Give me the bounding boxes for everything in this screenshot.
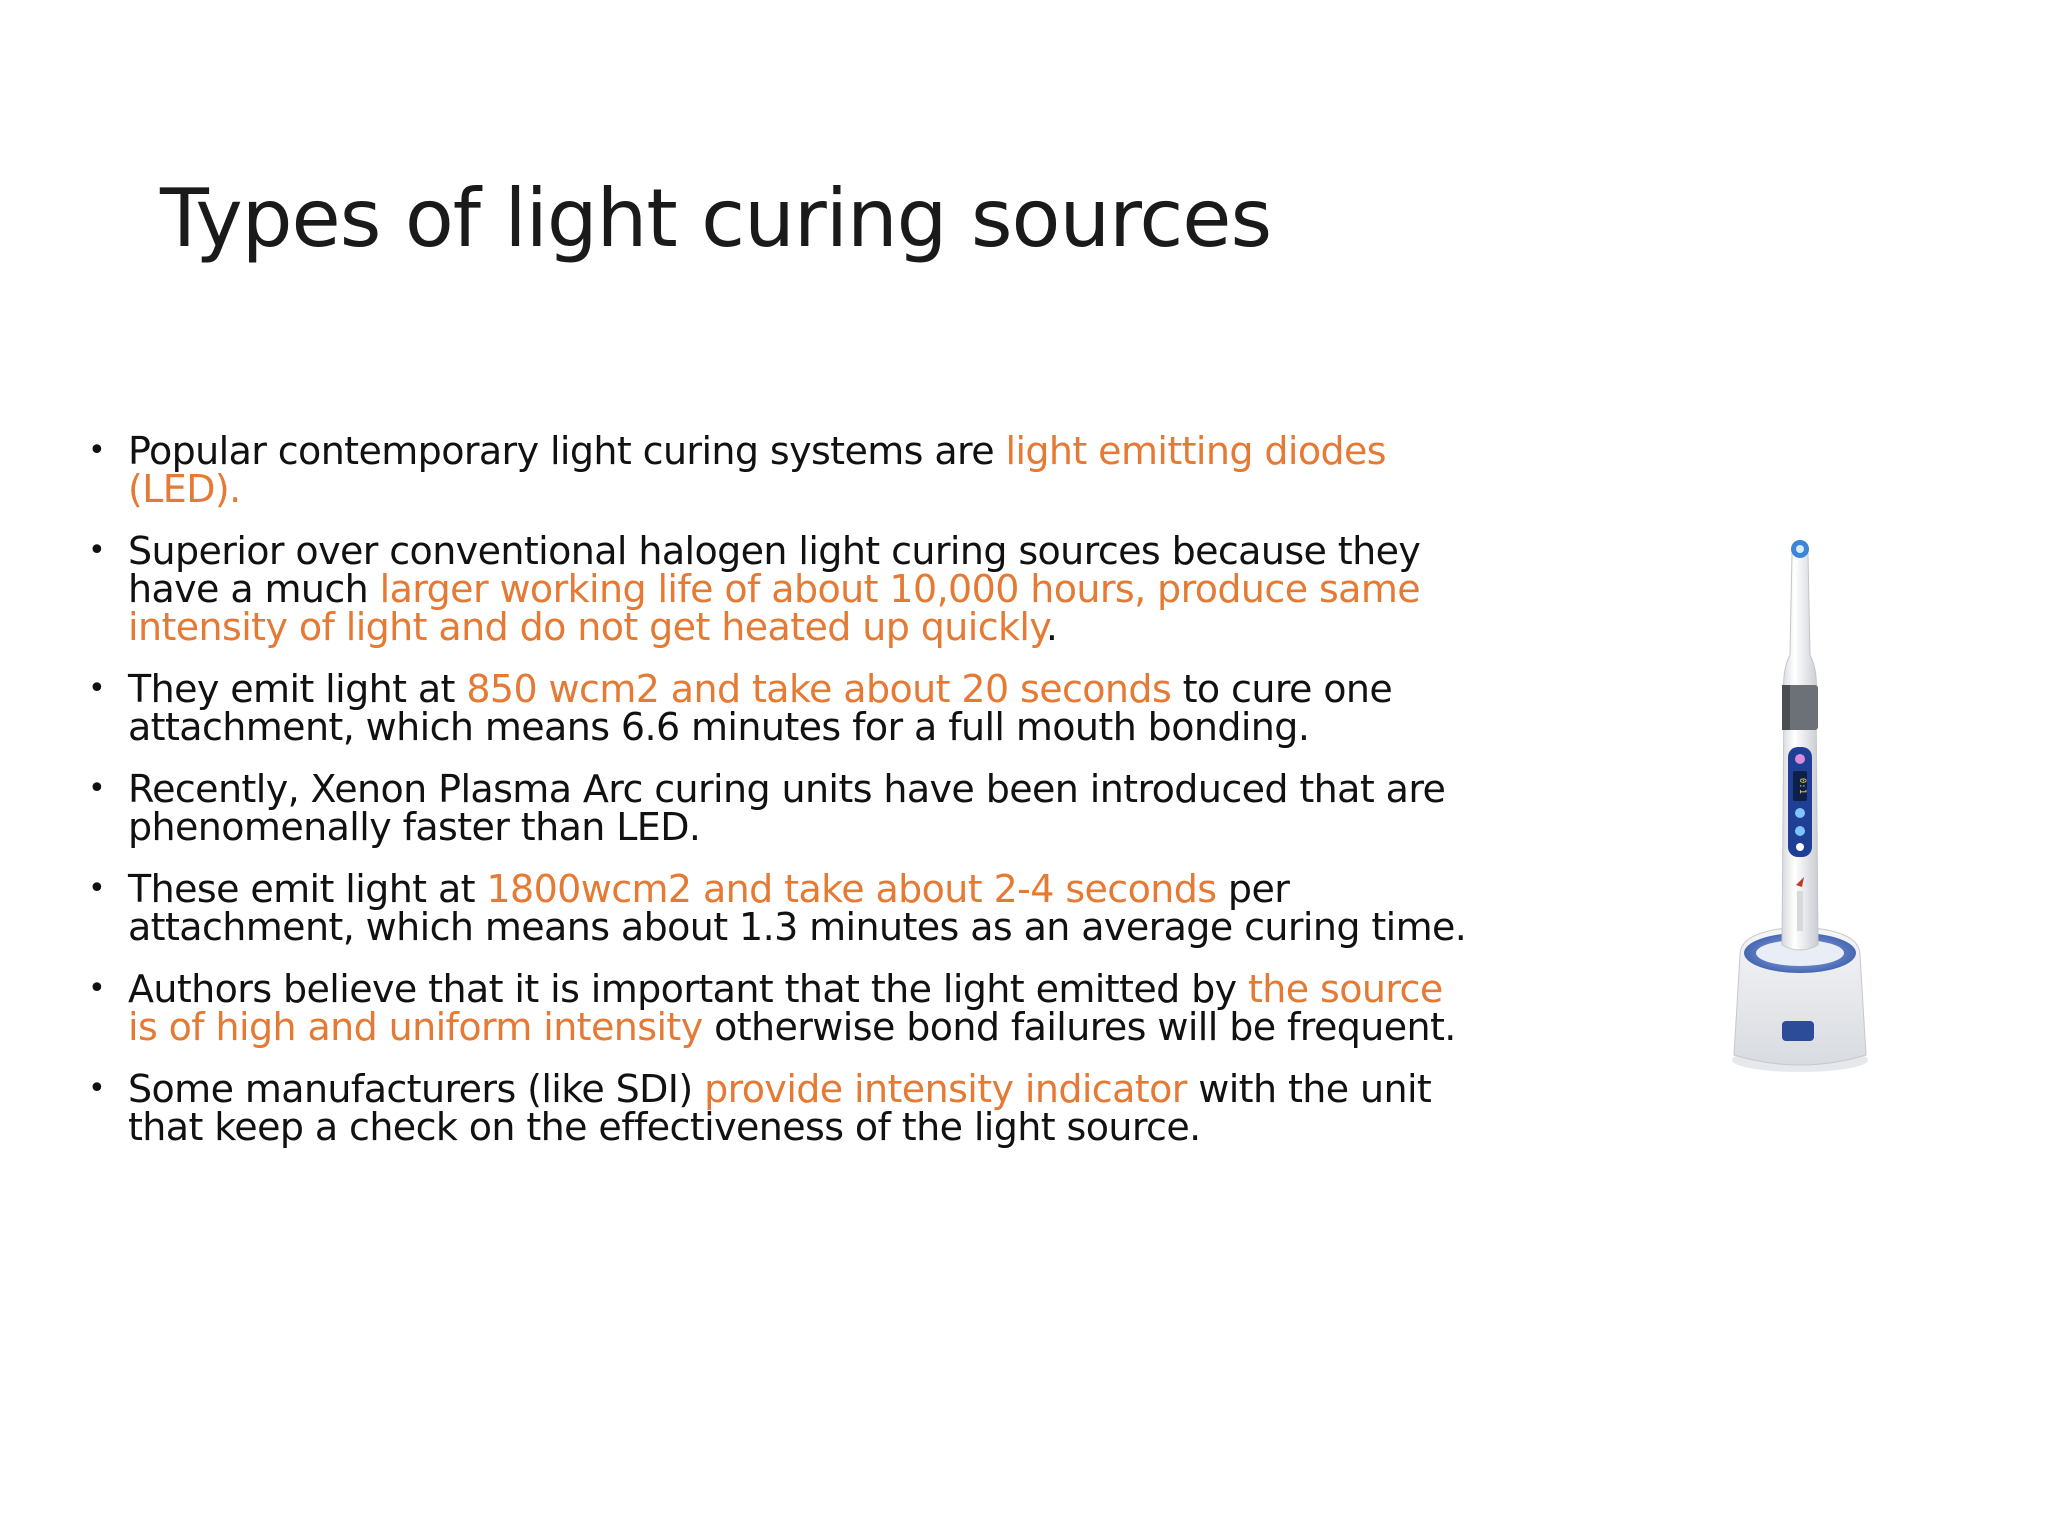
bullet-item bbox=[88, 429, 1468, 511]
bullet-dot: • bbox=[88, 533, 106, 568]
bullet-text: These emit light at bbox=[128, 867, 487, 911]
led-curing-light-image bbox=[1730, 535, 1870, 1075]
bullet-text: Popular contemporary light curing systems are bbox=[128, 429, 1006, 473]
bullet-item bbox=[88, 529, 1468, 649]
bullet-text: Authors believe that it is important that the light emitted by bbox=[128, 967, 1248, 1011]
bullet-text: with the unit that keep a check on the effectiveness of the light source. bbox=[128, 1067, 1432, 1149]
display-readout: 0:1 bbox=[1797, 777, 1807, 795]
highlighted-text: light emitting diodes (LED). bbox=[128, 429, 1387, 511]
bullet-text: per attachment, which means about 1.3 minutes as an average curing time. bbox=[128, 867, 1467, 949]
bullet-dot: • bbox=[88, 1071, 106, 1106]
bullet-text: They emit light at bbox=[128, 667, 467, 711]
bullet-dot: • bbox=[88, 771, 106, 806]
bullet-dot: • bbox=[88, 433, 106, 468]
bullet-item bbox=[88, 667, 1468, 749]
highlighted-text: 850 wcm2 and take about 20 seconds bbox=[466, 667, 1172, 711]
bullet-dot: • bbox=[88, 871, 106, 906]
bullet-text: Superior over conventional halogen light curing sources because they have a much bbox=[128, 529, 1421, 611]
bullet-text: . bbox=[1045, 605, 1058, 649]
highlighted-text: the source is of high and uniform intensity bbox=[128, 967, 1443, 1049]
highlighted-text: provide intensity indicator bbox=[704, 1067, 1187, 1111]
bullet-item bbox=[88, 967, 1468, 1049]
bullet-text: Recently, Xenon Plasma Arc curing units have been introduced that are phenomenally faster than LED. bbox=[128, 767, 1446, 849]
highlighted-text: larger working life of about 10,000 hours, produce same intensity of light and do not get heated up quickly bbox=[128, 567, 1421, 649]
bullet-item bbox=[88, 767, 1468, 849]
bullet-item bbox=[88, 867, 1468, 949]
bullet-dot: • bbox=[88, 971, 106, 1006]
bullet-text: Some manufacturers (like SDI) bbox=[128, 1067, 705, 1111]
bullet-text: to cure one attachment, which means 6.6 minutes for a full mouth bonding. bbox=[128, 667, 1393, 749]
slide-title: Types of light curing sources bbox=[160, 172, 1272, 265]
bullet-list bbox=[88, 429, 1468, 1170]
highlighted-text: 1800wcm2 and take about 2-4 seconds bbox=[486, 867, 1217, 911]
bullet-item bbox=[88, 1067, 1468, 1149]
bullet-text: otherwise bond failures will be frequent. bbox=[702, 1005, 1456, 1049]
bullet-dot: • bbox=[88, 671, 106, 706]
